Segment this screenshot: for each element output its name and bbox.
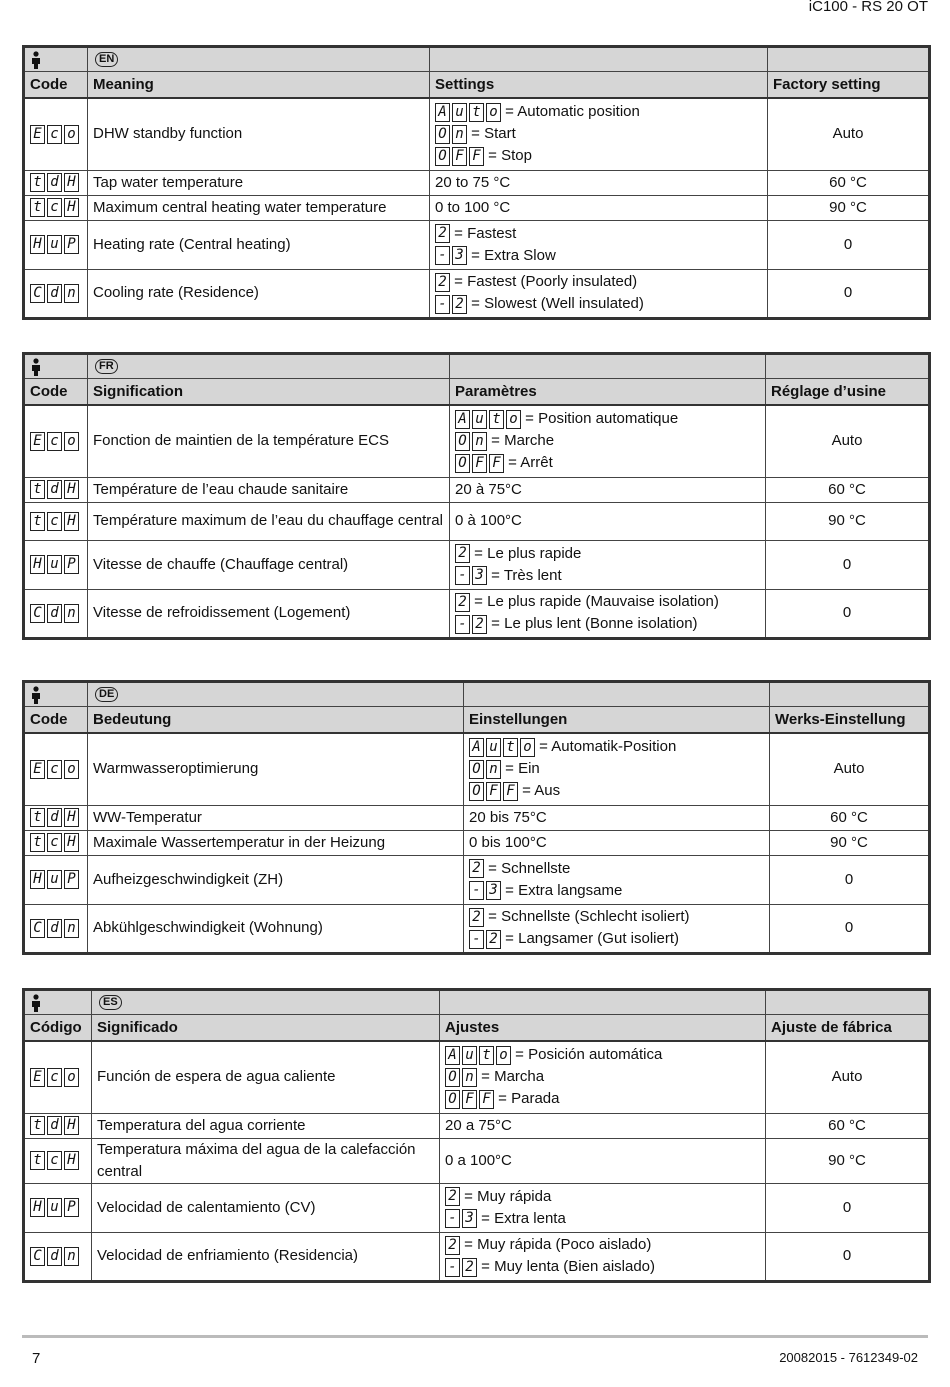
- factory-cell: Auto: [766, 405, 930, 477]
- meaning-cell: Heating rate (Central heating): [88, 220, 430, 269]
- table-row: [24, 805, 930, 830]
- table-row: [24, 195, 930, 220]
- factory-cell: 60 °C: [770, 805, 930, 830]
- factory-cell: 0: [768, 269, 930, 318]
- setting-value: = Schnellste (Schlecht isoliert): [488, 908, 690, 925]
- meaning-cell: Función de espera de agua caliente: [92, 1041, 440, 1113]
- person-icon: [30, 358, 42, 376]
- person-icon: [30, 994, 42, 1012]
- table-row: [24, 220, 930, 269]
- setting-value: = Parada: [498, 1090, 560, 1108]
- factory-cell: Auto: [766, 1041, 930, 1113]
- table-section-es: [22, 988, 928, 1283]
- meaning-cell: Vitesse de refroidissement (Logement): [88, 589, 450, 638]
- table-row: [24, 405, 930, 477]
- header-factory: Factory setting: [768, 72, 930, 99]
- header-factory: Ajuste de fábrica: [766, 1015, 930, 1042]
- meaning-cell: Velocidad de enfriamiento (Residencia): [92, 1232, 440, 1281]
- display-code-cdn: C d n: [30, 919, 79, 938]
- setting-value: 20 à 75°C: [455, 480, 522, 498]
- table-row: [24, 170, 930, 195]
- display-code-auto: A u t o: [435, 103, 501, 122]
- factory-cell: Auto: [768, 98, 930, 170]
- setting-value: 0 to 100 °C: [435, 198, 511, 216]
- factory-cell: 0: [766, 540, 930, 589]
- meaning-cell: DHW standby function: [88, 98, 430, 170]
- setting-value: = Extra langsame: [505, 881, 623, 899]
- display-code-auto: A u t o: [455, 410, 521, 429]
- display-code-tch: t c H: [30, 833, 79, 852]
- display-code-eco: E c o: [30, 125, 79, 144]
- display-code-m3: - 3: [455, 566, 487, 585]
- display-code-tch: t c H: [30, 1151, 79, 1170]
- meaning-cell: Maximale Wassertemperatur in der Heizung: [88, 830, 464, 855]
- setting-value: 0 a 100°C: [445, 1151, 512, 1169]
- display-code-m2: - 2: [455, 615, 487, 634]
- table-row: [24, 1183, 930, 1232]
- settings-cell: [464, 855, 770, 904]
- setting-value: = Muy rápida: [464, 1187, 552, 1205]
- table-section-de: [22, 680, 928, 955]
- display-code-auto: A u t o: [469, 738, 535, 757]
- factory-cell: 90 °C: [766, 502, 930, 540]
- factory-cell: 0: [766, 1232, 930, 1281]
- meaning-cell: Velocidad de calentamiento (CV): [92, 1183, 440, 1232]
- display-code-m2: - 2: [469, 930, 501, 949]
- meaning-cell: Tap water temperature: [88, 170, 430, 195]
- display-code-two: 2: [445, 1236, 460, 1255]
- header-code: Code: [24, 707, 88, 734]
- language-badge: ES: [99, 995, 122, 1010]
- display-code-hup: H u P: [30, 870, 79, 889]
- settings-cell: [464, 904, 770, 953]
- table-row: [24, 477, 930, 502]
- person-icon: [30, 686, 42, 704]
- parameter-table: [22, 988, 931, 1283]
- setting-value: = Marche: [491, 432, 555, 450]
- display-code-on: O n: [469, 760, 501, 779]
- display-code-two: 2: [455, 593, 470, 612]
- settings-cell: [440, 1183, 766, 1232]
- display-code-on: O n: [455, 432, 487, 451]
- setting-value: = Slowest (Well insulated): [471, 295, 644, 312]
- factory-cell: 90 °C: [766, 1138, 930, 1183]
- display-code-two: 2: [469, 908, 484, 927]
- display-code-tch: t c H: [30, 512, 79, 531]
- settings-cell: [464, 830, 770, 855]
- language-badge: FR: [95, 359, 118, 374]
- header-factory: Réglage d’usine: [766, 379, 930, 406]
- document-title: iC100 - RS 20 OT: [808, 0, 928, 15]
- person-icon: [30, 51, 42, 69]
- settings-cell: [450, 405, 766, 477]
- table-row: [24, 98, 930, 170]
- setting-value: 20 a 75°C: [445, 1116, 512, 1134]
- parameter-table: [22, 45, 931, 320]
- meaning-cell: Température maximum de l’eau du chauffage central: [88, 502, 450, 540]
- settings-cell: [450, 502, 766, 540]
- factory-cell: 0: [766, 1183, 930, 1232]
- table-row: [24, 855, 930, 904]
- setting-value: 20 bis 75°C: [469, 808, 547, 826]
- factory-cell: 60 °C: [766, 477, 930, 502]
- table-row: [24, 269, 930, 318]
- settings-cell: [440, 1232, 766, 1281]
- setting-value: = Muy lenta (Bien aislado): [481, 1258, 656, 1275]
- display-code-tdh: t d H: [30, 480, 79, 499]
- meaning-cell: Fonction de maintien de la température ECS: [88, 405, 450, 477]
- setting-value: = Posición automática: [515, 1046, 663, 1064]
- header-meaning: Significado: [92, 1015, 440, 1042]
- document-reference: 20082015 - 7612349-02: [779, 1350, 918, 1365]
- header-settings: Paramètres: [450, 379, 766, 406]
- setting-value: = Ein: [505, 760, 540, 778]
- display-code-on: O n: [445, 1068, 477, 1087]
- display-code-eco: E c o: [30, 432, 79, 451]
- factory-cell: 0: [768, 220, 930, 269]
- display-code-on: O n: [435, 125, 467, 144]
- table-row: [24, 733, 930, 805]
- meaning-cell: Temperatura máxima del agua de la calefacción central: [92, 1138, 440, 1183]
- display-code-m3: - 3: [435, 246, 467, 265]
- setting-value: = Marcha: [481, 1068, 545, 1086]
- setting-value: = Langsamer (Gut isoliert): [505, 930, 679, 947]
- header-meaning: Meaning: [88, 72, 430, 99]
- parameter-table: [22, 352, 931, 640]
- setting-value: = Arrêt: [508, 454, 553, 472]
- display-code-m3: - 3: [469, 881, 501, 900]
- settings-cell: [430, 195, 768, 220]
- table-row: [24, 589, 930, 638]
- factory-cell: 90 °C: [770, 830, 930, 855]
- display-code-off: O F F: [455, 454, 504, 473]
- meaning-cell: WW-Temperatur: [88, 805, 464, 830]
- meaning-cell: Température de l’eau chaude sanitaire: [88, 477, 450, 502]
- setting-value: = Automatic position: [505, 103, 640, 121]
- factory-cell: 60 °C: [768, 170, 930, 195]
- setting-value: 0 à 100°C: [455, 512, 522, 529]
- language-badge: DE: [95, 687, 118, 702]
- display-code-two: 2: [445, 1187, 460, 1206]
- header-settings: Ajustes: [440, 1015, 766, 1042]
- display-code-cdn: C d n: [30, 604, 79, 623]
- display-code-off: O F F: [435, 147, 484, 166]
- table-row: [24, 830, 930, 855]
- parameter-table: [22, 680, 931, 955]
- display-code-m3: - 3: [445, 1209, 477, 1228]
- meaning-cell: Temperatura del agua corriente: [92, 1113, 440, 1138]
- factory-cell: 90 °C: [768, 195, 930, 220]
- setting-value: = Extra lenta: [481, 1209, 566, 1227]
- table-row: [24, 1138, 930, 1183]
- setting-value: = Stop: [488, 147, 532, 165]
- display-code-eco: E c o: [30, 1068, 79, 1087]
- factory-cell: 0: [766, 589, 930, 638]
- display-code-auto: A u t o: [445, 1046, 511, 1065]
- meaning-cell: Cooling rate (Residence): [88, 269, 430, 318]
- factory-cell: 0: [770, 855, 930, 904]
- display-code-tdh: t d H: [30, 808, 79, 827]
- display-code-hup: H u P: [30, 1198, 79, 1217]
- settings-cell: [440, 1041, 766, 1113]
- meaning-cell: Abkühlgeschwindigkeit (Wohnung): [88, 904, 464, 953]
- meaning-cell: Maximum central heating water temperature: [88, 195, 430, 220]
- table-row: [24, 904, 930, 953]
- display-code-eco: E c o: [30, 760, 79, 779]
- settings-cell: [450, 589, 766, 638]
- table-row: [24, 502, 930, 540]
- display-code-cdn: C d n: [30, 284, 79, 303]
- settings-cell: [450, 477, 766, 502]
- header-code: Code: [24, 379, 88, 406]
- settings-cell: [450, 540, 766, 589]
- table-section-fr: [22, 352, 928, 640]
- display-code-two: 2: [435, 273, 450, 292]
- table-row: [24, 540, 930, 589]
- setting-value: = Le plus rapide (Mauvaise isolation): [474, 593, 719, 610]
- table-row: [24, 1041, 930, 1113]
- header-code: Código: [24, 1015, 92, 1042]
- display-code-two: 2: [435, 224, 450, 243]
- page-number: 7: [32, 1350, 41, 1367]
- header-meaning: Signification: [88, 379, 450, 406]
- footer-divider: [22, 1335, 928, 1338]
- header-settings: Settings: [430, 72, 768, 99]
- header-code: Code: [24, 72, 88, 99]
- display-code-two: 2: [469, 859, 484, 878]
- setting-value: = Le plus lent (Bonne isolation): [491, 615, 698, 632]
- setting-value: = Fastest: [454, 224, 517, 242]
- meaning-cell: Warmwasseroptimierung: [88, 733, 464, 805]
- setting-value: = Automatik-Position: [539, 738, 677, 756]
- settings-cell: [430, 269, 768, 318]
- setting-value: = Très lent: [491, 566, 562, 584]
- factory-cell: Auto: [770, 733, 930, 805]
- header-settings: Einstellungen: [464, 707, 770, 734]
- setting-value: = Aus: [522, 782, 561, 800]
- setting-value: 20 to 75 °C: [435, 173, 511, 191]
- display-code-off: O F F: [445, 1090, 494, 1109]
- display-code-off: O F F: [469, 782, 518, 801]
- display-code-hup: H u P: [30, 235, 79, 254]
- display-code-cdn: C d n: [30, 1247, 79, 1266]
- setting-value: = Position automatique: [525, 410, 679, 428]
- settings-cell: [430, 220, 768, 269]
- display-code-m2: - 2: [435, 295, 467, 314]
- display-code-hup: H u P: [30, 555, 79, 574]
- display-code-tdh: t d H: [30, 173, 79, 192]
- settings-cell: [440, 1113, 766, 1138]
- display-code-m2: - 2: [445, 1258, 477, 1277]
- settings-cell: [430, 98, 768, 170]
- meaning-cell: Aufheizgeschwindigkeit (ZH): [88, 855, 464, 904]
- setting-value: = Le plus rapide: [474, 544, 582, 562]
- factory-cell: 60 °C: [766, 1113, 930, 1138]
- display-code-tch: t c H: [30, 198, 79, 217]
- setting-value: = Schnellste: [488, 859, 571, 877]
- settings-cell: [440, 1138, 766, 1183]
- table-section-en: [22, 45, 928, 320]
- table-row: [24, 1232, 930, 1281]
- header-meaning: Bedeutung: [88, 707, 464, 734]
- setting-value: = Start: [471, 125, 516, 143]
- table-row: [24, 1113, 930, 1138]
- settings-cell: [464, 805, 770, 830]
- meaning-cell: Vitesse de chauffe (Chauffage central): [88, 540, 450, 589]
- language-badge: EN: [95, 52, 118, 67]
- settings-cell: [430, 170, 768, 195]
- header-factory: Werks-Einstellung: [770, 707, 930, 734]
- setting-value: = Extra Slow: [471, 246, 556, 264]
- setting-value: 0 bis 100°C: [469, 833, 547, 851]
- setting-value: = Fastest (Poorly insulated): [454, 273, 638, 290]
- settings-cell: [464, 733, 770, 805]
- factory-cell: 0: [770, 904, 930, 953]
- display-code-tdh: t d H: [30, 1116, 79, 1135]
- setting-value: = Muy rápida (Poco aislado): [464, 1236, 652, 1253]
- display-code-two: 2: [455, 544, 470, 563]
